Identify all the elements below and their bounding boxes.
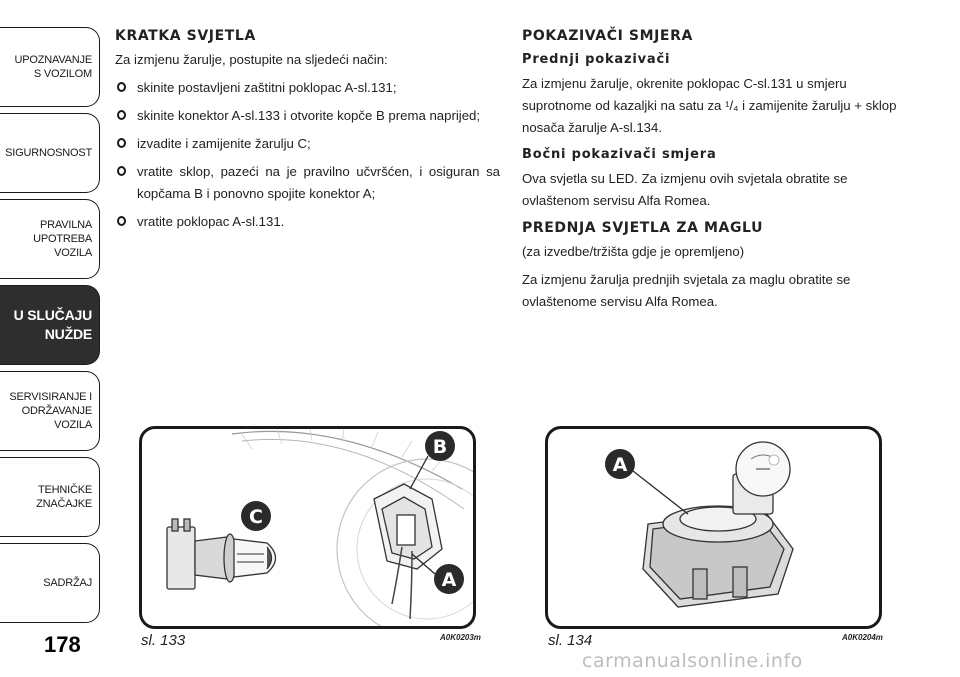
list-item-text: vratite poklopac A-sl.131. [137, 214, 285, 229]
left-column [115, 26, 500, 239]
section-heading-pokazivaci-smjera: POKAZIVAČI SMJERA [522, 28, 693, 44]
figure-134-code: A0K0204m [842, 633, 883, 642]
callout-a [412, 554, 464, 594]
subheading-bocni-pokazivaci: Bočni pokazivači smjera [522, 147, 717, 162]
tab-upoznavanje[interactable] [0, 27, 100, 107]
tab-label: U SLUČAJU NUŽDE [13, 307, 92, 342]
tab-label: SADRŽAJ [43, 577, 92, 589]
list-item [115, 133, 500, 155]
tab-label: PRAVILNA UPOTREBA VOZILA [33, 219, 92, 259]
bullet-icon [117, 138, 126, 148]
tab-tehnicke-znacajke[interactable] [0, 457, 100, 537]
figure-134 [545, 426, 882, 629]
tab-label: SERVISIRANJE I ODRŽAVANJE VOZILA [9, 391, 92, 431]
tab-label: SIGURNOSNOST [5, 147, 92, 159]
bullet-icon [117, 110, 126, 120]
callout-a [605, 449, 688, 514]
subheading-prednji-pokazivaci: Prednji pokazivači [522, 52, 671, 67]
bullet-icon [117, 166, 126, 176]
watermark: carmanualsonline.info [582, 650, 803, 672]
page-number: 178 [44, 632, 81, 657]
figure-134-caption: sl. 134 [548, 632, 593, 649]
list-item-text: izvadite i zamijenite žarulju C; [137, 136, 311, 151]
svg-text:B: B [432, 436, 448, 458]
paragraph-izvedbe: (za izvedbe/tržišta gdje je opremljeno) [522, 244, 745, 259]
figure-133-caption: sl. 133 [141, 632, 186, 649]
list-item-text: skinite konektor A-sl.133 i otvorite kopče B prema naprijed; [137, 108, 481, 123]
tab-label: TEHNIČKE ZNAČAJKE [36, 484, 92, 510]
tab-sadrzaj[interactable] [0, 543, 100, 623]
list-item [115, 211, 500, 233]
list-item [115, 105, 500, 127]
tab-sigurnosnost[interactable] [0, 113, 100, 193]
intro-text: Za izmjenu žarulje, postupite na sljedeći način: [115, 52, 388, 67]
list-item-text: vratite sklop, pazeći na je pravilno učvršćen, i osiguran sa kopčama B i ponovno spojite konektor A; [137, 164, 500, 201]
bullet-icon [117, 82, 126, 92]
tab-label: UPOZNAVANJE S VOZILOM [14, 54, 92, 80]
headlight-bulb-illustration [142, 429, 473, 626]
figure-133 [139, 426, 476, 629]
list-item [115, 161, 500, 205]
svg-text:A: A [612, 454, 628, 476]
list-item [115, 77, 500, 99]
right-column [522, 26, 912, 319]
paragraph-magla: Za izmjenu žarulja prednjih svjetala za maglu obratite se ovlaštenome servisu Alfa Romea. [522, 272, 851, 309]
section-heading-svjetla-za-maglu: PREDNJA SVJETLA ZA MAGLU [522, 220, 764, 236]
svg-text:A: A [441, 569, 457, 591]
figure-133-code: A0K0203m [440, 633, 481, 642]
bullet-icon [117, 216, 126, 226]
instruction-list [115, 77, 500, 233]
section-heading-kratka-svjetla: KRATKA SVJETLA [115, 28, 256, 44]
tab-pravilna-upotreba[interactable] [0, 199, 100, 279]
callout-c [241, 501, 271, 531]
paragraph-bocni: Ova svjetla su LED. Za izmjenu ovih svjetala obratite se ovlaštenom servisu Alfa Romea. [522, 171, 848, 208]
indicator-bulb-holder-illustration [548, 429, 879, 626]
paragraph-prednji: Za izmjenu žarulje, okrenite poklopac C-sl.131 u smjeru suprotnome od kazaljki na satu za ¹/₄ i zamijenite žarulju + sklop nosača žarulje A-sl.134. [522, 76, 897, 135]
tab-servisiranje[interactable] [0, 371, 100, 451]
list-item-text: skinite postavljeni zaštitni poklopac A-sl.131; [137, 80, 397, 95]
tab-u-slucaju-nuzde[interactable] [0, 285, 100, 365]
svg-text:C: C [249, 506, 263, 528]
